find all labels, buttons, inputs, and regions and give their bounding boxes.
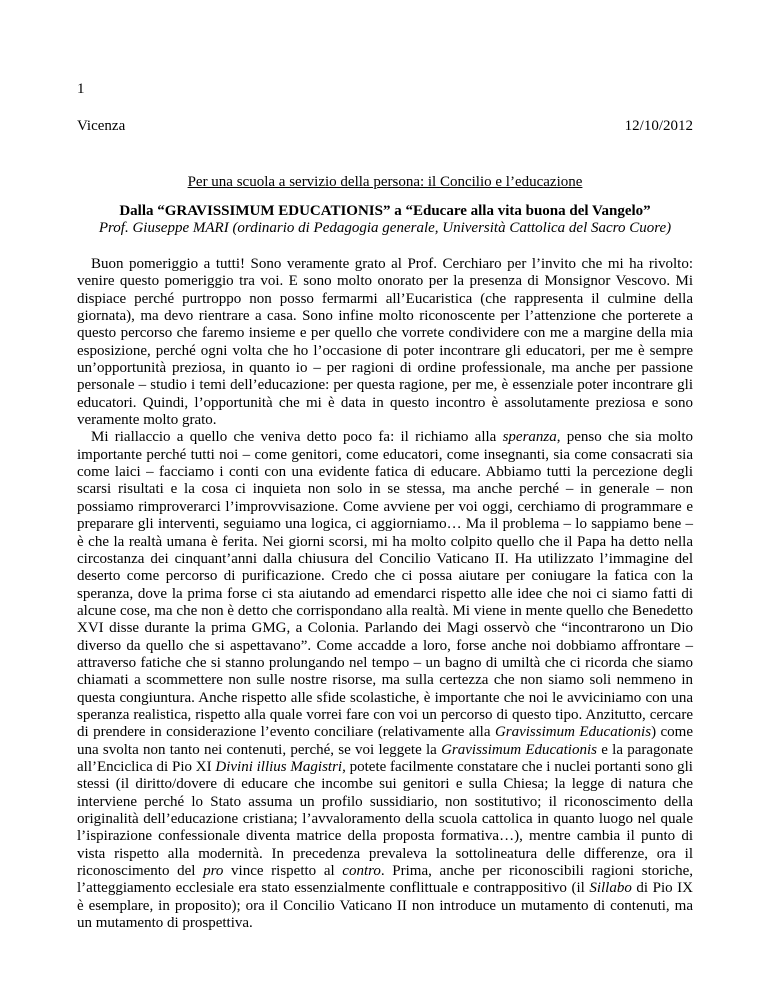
text-run: di Pio IX è esemplare, in proposito); ora il Concilio Vaticano II non introduce un mutamento di contenuti, ma un mutamento di prospettiva. xyxy=(77,880,693,932)
page-number: 1 xyxy=(77,81,85,97)
header-row xyxy=(77,118,693,135)
text-run: Mi riallaccio a quello che veniva detto poco fa: il richiamo alla xyxy=(91,429,503,446)
date: 12/10/2012 xyxy=(624,118,693,134)
paragraph-2 xyxy=(77,429,693,932)
italic-run: Sillabo xyxy=(589,880,632,897)
talk-title: Dalla “GRAVISSIMUM EDUCATIONIS” a “Educare alla vita buona del Vangelo” xyxy=(119,203,651,219)
text-run: ) come una svolta non tanto nei contenuti, perché, se voi leggete la xyxy=(77,724,693,758)
text-run: . Prima, anche per riconoscibili ragioni storiche, l’atteggiamento ecclesiale era stato essenzialmente conflittuale e contrappositivo (il xyxy=(77,863,693,897)
italic-run: speranza xyxy=(502,429,557,446)
text-run: , potete facilmente constatare che i nuclei portanti sono gli stessi (il diritto/dovere di educare che incombe sui genitori e sulla Chiesa; la legge di natura che interviene perché lo Stato assuma un profilo sussidiario, non sostitutivo; il riconoscimento della originalità dell’educazione cristiana; l’avvaloramento della scuola cattolica in quanto luogo nel quale l’ispirazione confessionale diventa matrice della proposta formativa…), mentre cambia il punto di vista rispetto alla modernità. In precedenza prevaleva la sottolineatura delle differenze, ora il riconoscimento del xyxy=(77,758,693,880)
place: Vicenza xyxy=(77,118,126,134)
italic-run: Gravissimum Educationis xyxy=(494,724,652,741)
text-run: vince rispetto al xyxy=(223,863,343,880)
body-text xyxy=(77,256,693,932)
italic-run: pro xyxy=(203,863,224,880)
italic-run: Divini illius Magistri xyxy=(215,758,343,775)
italic-run: Gravissimum Educationis xyxy=(441,741,597,758)
paragraph-1: Buon pomeriggio a tutti! Sono veramente grato al Prof. Cerchiaro per l’invito che mi ha rivolto: venire questo pomeriggio tra voi. E sono molto onorato per la presenza di Monsignor Vescovo. Mi dispiace perché purtroppo non posso fermarmi all’Eucaristica (che rappresenta il culmine della giornata), ma devo rientrare a casa. Sono infine molto riconoscente per l’attenzione che porterete a questo percorso che faremo insieme e per quello che vorrete condividere con me a margine della mia esposizione, perché ogni volta che ho l’occasione di poter incontrare gli educatori, per me è sempre un’opportunità preziosa, in quanto io – per ragioni di ordine professionale, ma anche per passione personale – studio i temi dell’educazione: per questa ragione, per me, è essenziale poter incontrare gli educatori. Quindi, l’opportunità che mi è data in questo incontro è assolutamente preziosa e sono veramente molto grato. xyxy=(77,256,693,429)
text-run: , penso che sia molto importante perché tutti noi – come genitori, come educatori, come insegnanti, sia come consacrati sia come laici – facciamo i conti con una evidente fatica di educare. Abbiamo tutti la percezione degli scarsi risultati e la cosa ci inquieta non solo in se stessa, ma anche perché – in generale – non possiamo rimproverarci l’improvvisazione. Come avviene per voi oggi, cerchiamo di programmare e preparare gli interventi, seguiamo una logica, ci aggiorniamo… Ma il problema – lo sappiamo bene – è che la realtà umana è ferita. Nei giorni scorsi, mi ha molto colpito quello che il Papa ha detto nella circostanza dei cinquant’anni dalla chiusura del Concilio Vaticano II. Ha utilizzato l’immagine del deserto come percorso di purificazione. Credo che ci possa aiutare per coniugare la fatica con la speranza, dove la prima forse ci sta aiutando ad emendarci rispetto alle idee che noi ci siamo fatti di alcune cose, ma che non è detto che corrispondano alla realtà. Mi viene in mente quello che Benedetto XVI disse durante la prima GMG, a Colonia. Parlando dei Magi osservò che “incontrarono un Dio diverso da quello che si aspettavano”. Come accadde a loro, forse anche noi dobbiamo affrontare – attraverso fatiche che si stanno prolungando nel tempo – un bagno di umiltà che ci ricorda che siamo chiamati a scommettere non sulle nostre risorse, ma sulla certezza che non siamo soli nemmeno in questa congiuntura. Anche rispetto alle sfide scolastiche, è importante che noi le avviciniamo con una speranza realistica, rispetto alla quale vorrei fare con voi un percorso di questo tipo. Anzitutto, cercare di prendere in considerazione l’evento conciliare (relativamente alla xyxy=(77,429,693,741)
document-page xyxy=(77,81,693,932)
text-run: e la paragonate all’Enciclica di Pio XI xyxy=(77,741,694,775)
author-line: Prof. Giuseppe MARI (ordinario di Pedagogia generale, Università Cattolica del Sacro Cuore) xyxy=(98,220,672,236)
conference-title: Per una scuola a servizio della persona: il Concilio e l’educazione xyxy=(187,174,583,190)
italic-run: contro xyxy=(342,863,381,880)
